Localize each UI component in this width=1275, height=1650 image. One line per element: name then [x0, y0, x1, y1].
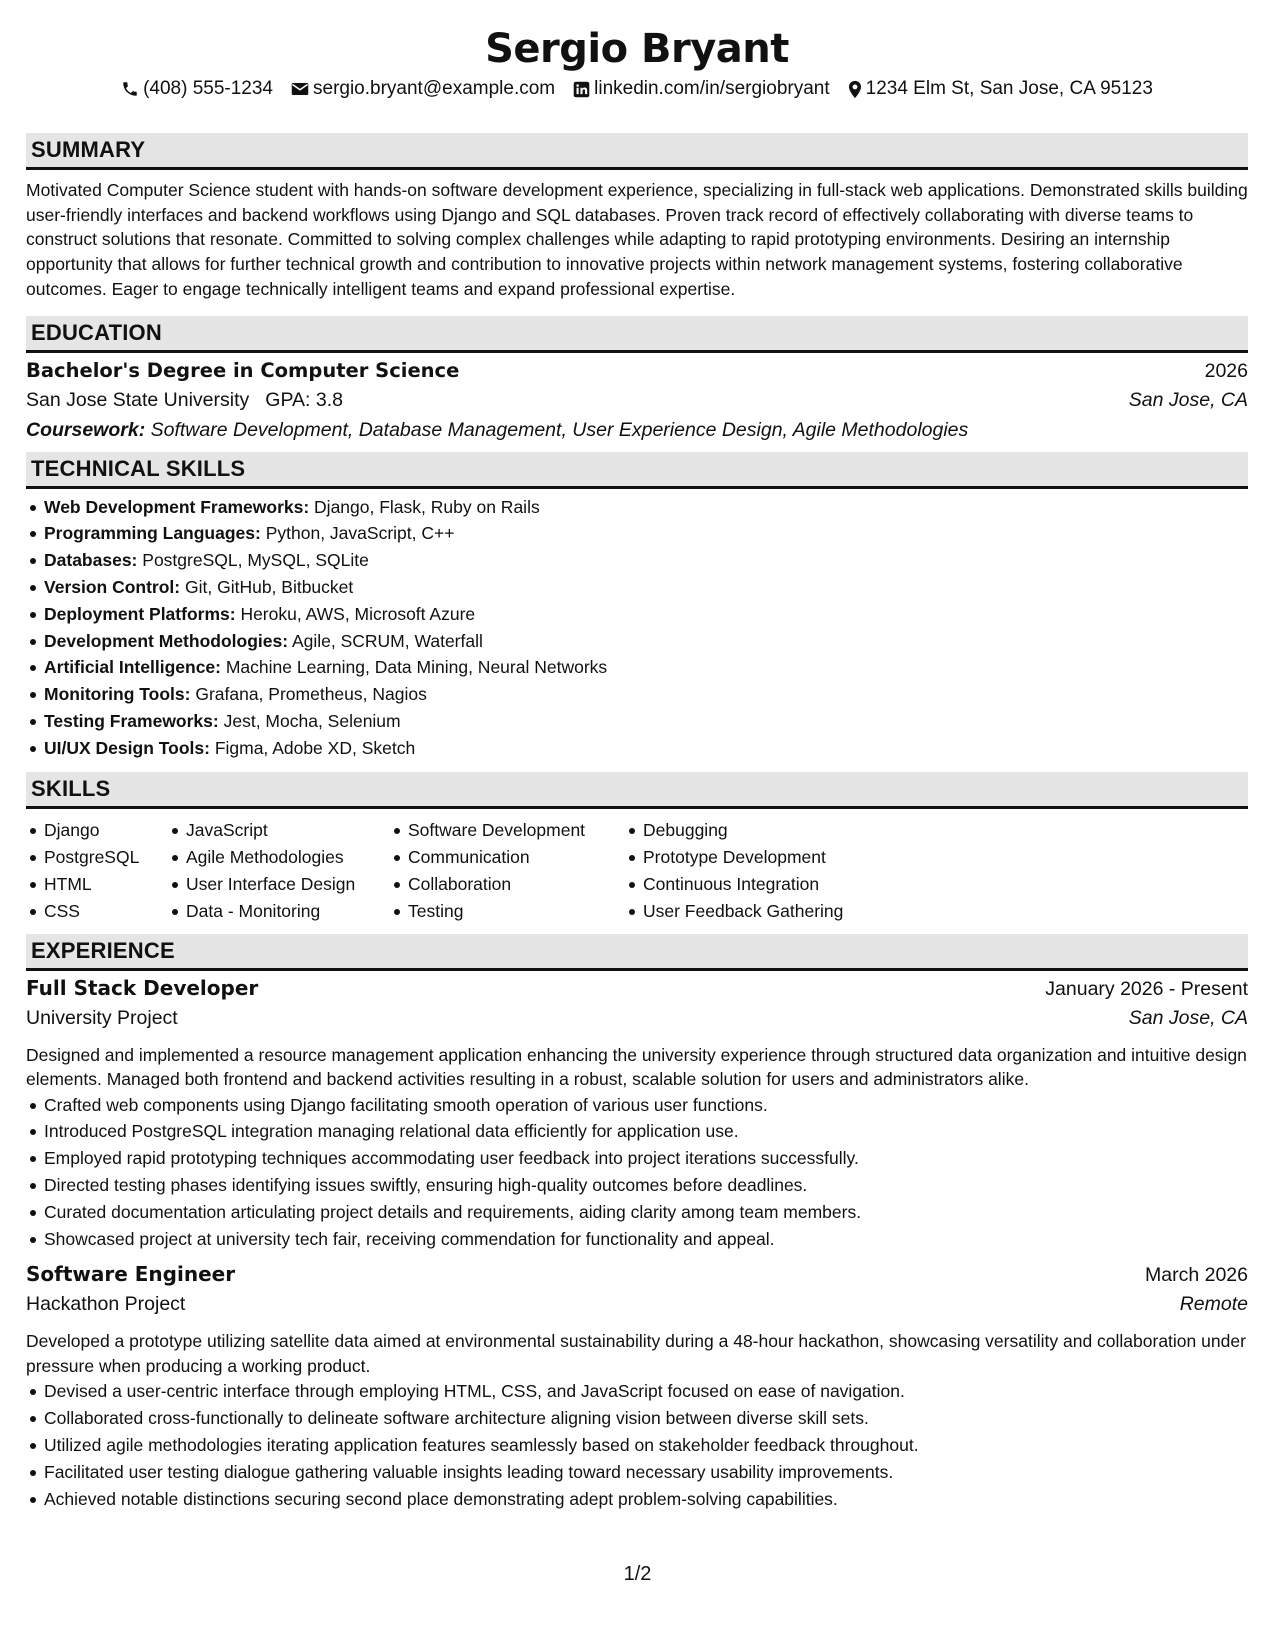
job-location: Remote — [1179, 1293, 1248, 1316]
linkedin-text: linkedin.com/in/sergiobryant — [594, 78, 830, 99]
skill-item: Data - Monitoring — [168, 898, 370, 925]
skill-item: User Feedback Gathering — [625, 898, 843, 925]
linkedin-icon — [573, 81, 590, 98]
address-text: 1234 Elm St, San Jose, CA 95123 — [865, 78, 1153, 99]
technical-skill-label: Deployment Platforms: — [44, 603, 236, 624]
job-entry — [26, 1262, 1248, 1512]
technical-skill-value: Django, Flask, Ruby on Rails — [314, 496, 540, 517]
skill-item: CSS — [26, 898, 148, 925]
skills-column — [625, 817, 843, 924]
education-row-degree — [26, 359, 1248, 389]
coursework — [26, 419, 1248, 452]
technical-skill-item — [26, 520, 1248, 547]
summary-section — [26, 133, 1248, 302]
degree: Bachelor's Degree in Computer Science — [26, 358, 460, 382]
degree-date: 2026 — [1204, 359, 1248, 382]
technical-skill-label: Monitoring Tools: — [44, 684, 191, 705]
technical-skills-section — [26, 452, 1248, 762]
job-title-row — [26, 1262, 1248, 1293]
skill-item: Collaboration — [390, 871, 612, 898]
skill-item: User Interface Design — [168, 871, 370, 898]
job-description: Developed a prototype utilizing satellite data aimed at environmental sustainability during a 48-hour hackathon, showcasing versatility and collaboration under pressure when producing a working product. — [26, 1331, 1246, 1376]
skills-column — [168, 817, 370, 924]
summary-text: Motivated Computer Science student with hands-on software development experience, specializing in full-stack web applications. Demonstrated skills building user-friendly interfaces and backend workflows using Django and SQL databases. Proven track record of effectively collaborating with diverse teams to construct solutions that resonate. Committed to solving complex challenges while adapting to rapid prototyping environments. Desiring an internship opportunity that allows for further technical growth and contribution to innovative projects within network management systems, fostering collaborative outcomes. Eager to engage technically intelligent teams and expand professional expertise. — [26, 180, 1248, 299]
skill-item: Testing — [390, 898, 612, 925]
skill-item: HTML — [26, 871, 148, 898]
technical-skill-value: Machine Learning, Data Mining, Neural Networks — [225, 657, 608, 678]
job-location: San Jose, CA — [1128, 1006, 1248, 1029]
technical-skill-item — [26, 574, 1248, 601]
education-heading: EDUCATION — [26, 316, 1248, 353]
job-title-row — [26, 976, 1248, 1007]
coursework-label: Coursework: — [26, 418, 146, 441]
education-section — [26, 316, 1248, 452]
technical-skill-item — [26, 494, 1248, 521]
technical-skill-value: Jest, Mocha, Selenium — [223, 710, 401, 731]
job-organization: Hackathon Project — [26, 1293, 186, 1316]
technical-skill-value: Git, GitHub, Bitbucket — [185, 576, 354, 597]
contact-email[interactable] — [291, 76, 555, 102]
technical-skill-label: Web Development Frameworks: — [44, 496, 310, 517]
contact-linkedin[interactable] — [573, 76, 830, 102]
skill-item: PostgreSQL — [26, 844, 148, 871]
skill-item: Software Development — [390, 817, 612, 844]
job-org-row — [26, 1293, 1248, 1324]
job-bullet: Achieved notable distinctions securing second place demonstrating adept problem-solving capabilities. — [26, 1486, 1248, 1513]
skill-item: JavaScript — [168, 817, 370, 844]
job-bullet: Introduced PostgreSQL integration managing relational data efficiently for application use. — [26, 1118, 1248, 1145]
skill-item: Agile Methodologies — [168, 844, 370, 871]
technical-skill-label: Testing Frameworks: — [44, 710, 219, 731]
contact-bar — [26, 76, 1248, 102]
job-title: Software Engineer — [26, 1262, 236, 1287]
technical-skills-list — [26, 494, 1248, 762]
technical-skill-label: Programming Languages: — [44, 523, 261, 544]
skill-item: Continuous Integration — [625, 871, 843, 898]
technical-skill-value: PostgreSQL, MySQL, SQLite — [142, 550, 369, 571]
technical-skill-item — [26, 628, 1248, 655]
contact-address — [848, 76, 1153, 102]
skills-section — [26, 772, 1248, 924]
job-bullet: Facilitated user testing dialogue gathering valuable insights leading toward necessary usability improvements. — [26, 1459, 1248, 1486]
summary-heading: SUMMARY — [26, 133, 1248, 170]
job-bullet: Employed rapid prototyping techniques accommodating user feedback into project iterations successfully. — [26, 1145, 1248, 1172]
email-icon — [291, 81, 309, 97]
job-entry — [26, 976, 1248, 1253]
technical-skill-label: Databases: — [44, 550, 138, 571]
gpa: GPA: 3.8 — [265, 388, 343, 411]
job-bullet: Collaborated cross-functionally to delineate software architecture aligning vision between diverse skill sets. — [26, 1405, 1248, 1432]
technical-skill-value: Agile, SCRUM, Waterfall — [291, 630, 483, 651]
education-row-school — [26, 389, 1248, 419]
school-location: San Jose, CA — [1128, 388, 1248, 411]
technical-skill-item — [26, 601, 1248, 628]
job-date: January 2026 - Present — [1045, 977, 1248, 1000]
technical-skill-item — [26, 708, 1248, 735]
technical-skill-value: Python, JavaScript, C++ — [265, 523, 455, 544]
technical-skill-value: Grafana, Prometheus, Nagios — [195, 684, 427, 705]
job-date: March 2026 — [1145, 1264, 1248, 1287]
skill-item: Communication — [390, 844, 612, 871]
contact-phone — [121, 76, 273, 102]
job-bullet: Crafted web components using Django facilitating smooth operation of various user functions. — [26, 1092, 1248, 1119]
school-name: San Jose State University — [26, 388, 250, 411]
job-bullet: Showcased project at university tech fair, receiving commendation for functionality and appeal. — [26, 1226, 1248, 1253]
skill-item: Debugging — [625, 817, 843, 844]
technical-skill-item — [26, 735, 1248, 762]
technical-skill-label: Artificial Intelligence: — [44, 657, 221, 678]
page-number: 1/2 — [623, 1563, 652, 1585]
job-bullet: Directed testing phases identifying issues swiftly, ensuring high-quality outcomes before deadlines. — [26, 1172, 1248, 1199]
job-description: Designed and implemented a resource management application enhancing the university experience through structured data organization and intuitive design elements. Managed both frontend and backend activities resulting in a robust, scalable solution for users and administrators alike. — [26, 1044, 1247, 1090]
experience-section — [26, 934, 1248, 1513]
technical-skills-heading: TECHNICAL SKILLS — [26, 452, 1248, 489]
technical-skill-item — [26, 654, 1248, 681]
phone-text: (408) 555-1234 — [143, 78, 273, 99]
job-bullets — [26, 1378, 1248, 1512]
technical-skill-item — [26, 681, 1248, 708]
technical-skill-value: Heroku, AWS, Microsoft Azure — [240, 603, 476, 624]
job-bullet: Devised a user-centric interface through employing HTML, CSS, and JavaScript focused on ease of navigation. — [26, 1378, 1248, 1405]
candidate-name: Sergio Bryant — [485, 26, 789, 72]
technical-skill-label: Version Control: — [44, 576, 181, 597]
email-text: sergio.bryant@example.com — [313, 78, 556, 99]
phone-icon — [121, 80, 139, 98]
technical-skill-label: UI/UX Design Tools: — [44, 737, 210, 758]
skills-heading: SKILLS — [26, 772, 1248, 809]
school-info — [26, 389, 343, 412]
skills-columns — [26, 817, 1248, 924]
coursework-list: Software Development, Database Management, User Experience Design, Agile Methodologies — [150, 418, 969, 441]
job-title: Full Stack Developer — [26, 975, 259, 1000]
technical-skill-value: Figma, Adobe XD, Sketch — [214, 737, 416, 758]
job-bullet: Curated documentation articulating project details and requirements, aiding clarity among team members. — [26, 1199, 1248, 1226]
skills-column — [390, 817, 612, 924]
technical-skill-item — [26, 547, 1248, 574]
skills-column — [26, 817, 148, 924]
skill-item: Django — [26, 817, 148, 844]
job-organization: University Project — [26, 1006, 178, 1029]
skill-item: Prototype Development — [625, 844, 843, 871]
job-bullets — [26, 1092, 1248, 1253]
job-org-row — [26, 1007, 1248, 1038]
technical-skill-label: Development Methodologies: — [44, 630, 289, 651]
experience-heading: EXPERIENCE — [26, 934, 1248, 971]
location-icon — [848, 80, 862, 99]
experience-jobs — [26, 976, 1248, 1513]
job-bullet: Utilized agile methodologies iterating application features seamlessly based on stakeholder feedback throughout. — [26, 1432, 1248, 1459]
